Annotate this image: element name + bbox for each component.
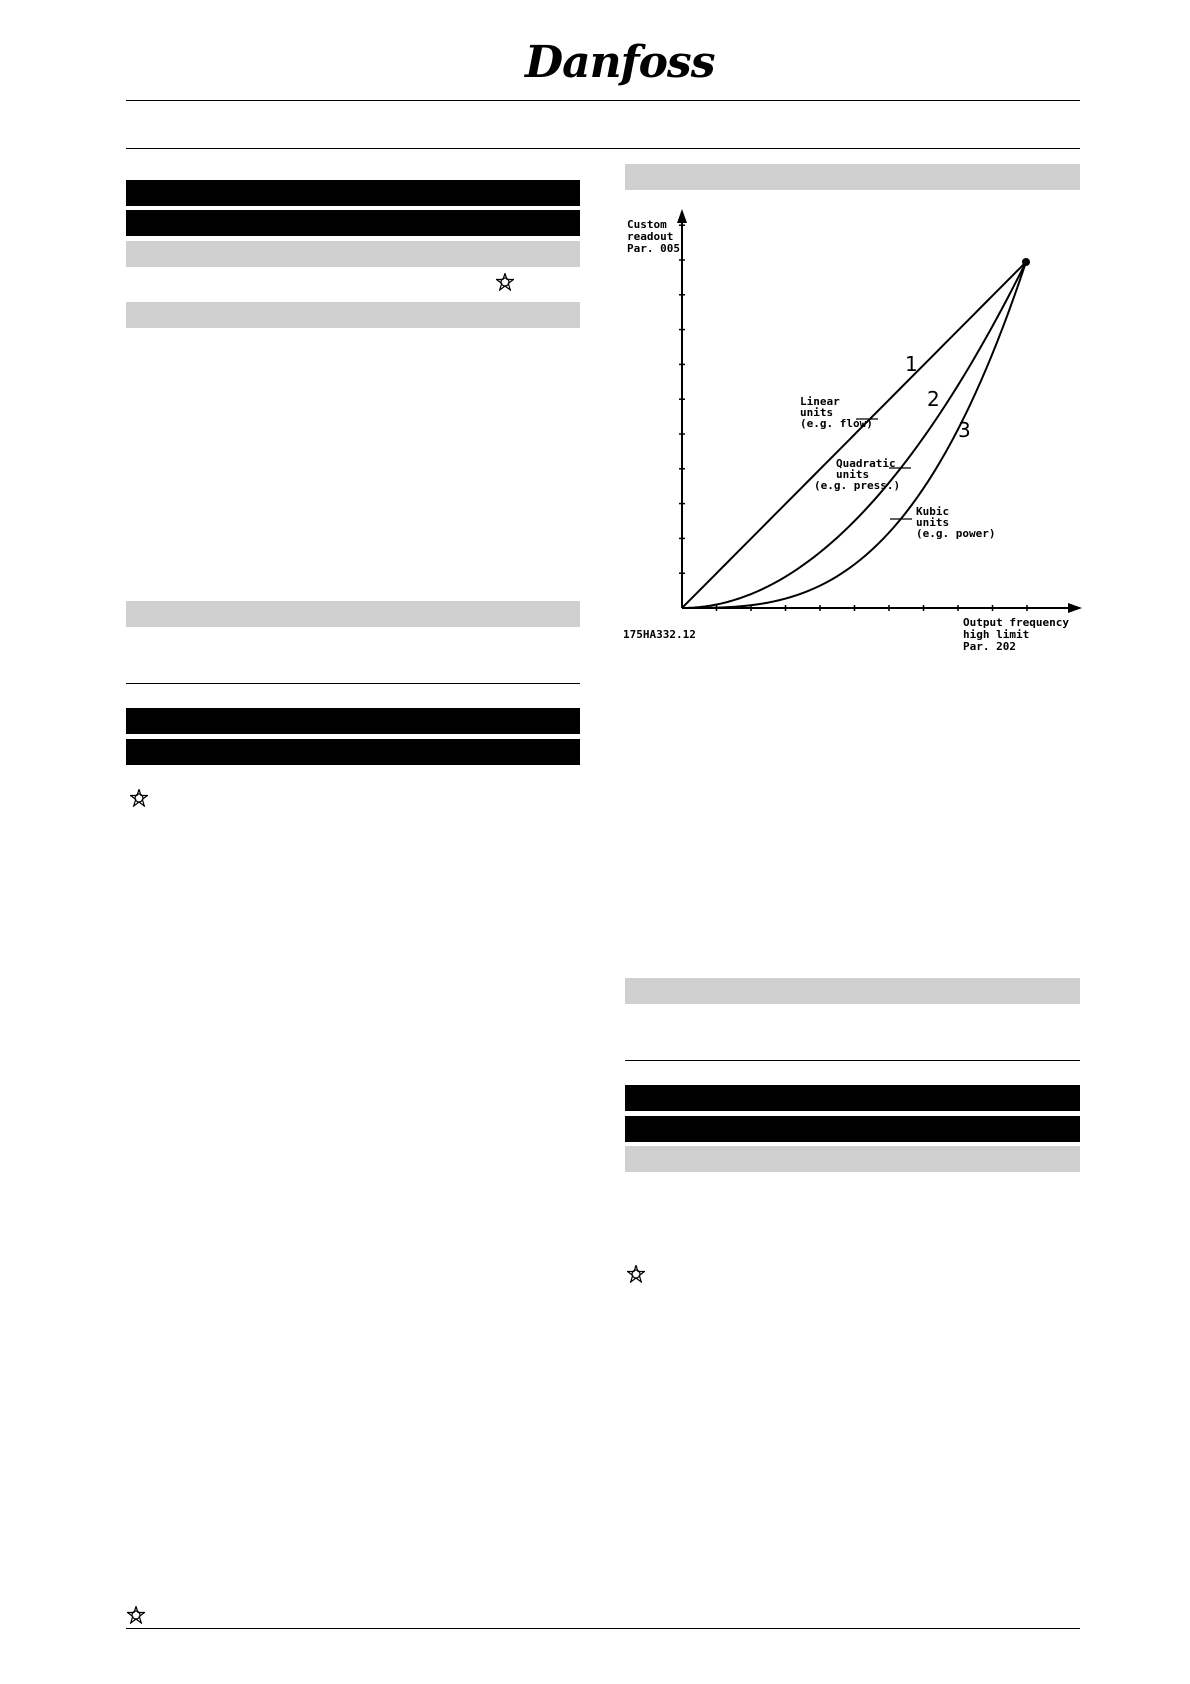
section-heading-bar [126, 180, 580, 206]
star-in-circle-icon [496, 273, 514, 291]
kubic-label-line: Kubic [916, 505, 950, 518]
parameter-bar [625, 978, 1080, 1004]
curve-number-3: 3 [958, 418, 971, 442]
parameter-bar [625, 1146, 1080, 1172]
kubic-label-line: units [916, 516, 950, 529]
custom-readout-chart [620, 205, 1090, 665]
x-axis-arrow [1068, 603, 1082, 613]
quadratic-label-line: (e.g. press.) [814, 479, 901, 492]
y-axis-label-line: Par. 005 [627, 242, 680, 255]
linear-curve [682, 262, 1026, 608]
quadratic-label-line: units [836, 468, 870, 481]
y-axis-arrow [677, 209, 687, 223]
section-heading-bar [126, 210, 580, 236]
parameter-bar [126, 601, 580, 627]
curve-number-1: 1 [905, 352, 918, 376]
linear-label-line: (e.g. flow) [800, 417, 873, 430]
section-heading-bar [625, 1116, 1080, 1142]
linear-label-line: Linear [800, 395, 840, 408]
section-rule [126, 683, 580, 684]
figure-id: 175HA332.12 [623, 628, 696, 641]
parameter-bar [126, 241, 580, 267]
section-heading-bar [126, 739, 580, 765]
parameter-bar [126, 302, 580, 328]
end-point [1022, 258, 1030, 266]
header-rule-top [126, 100, 1080, 101]
section-heading-bar [625, 1085, 1080, 1111]
star-in-circle-icon [130, 789, 148, 807]
header-rule-bottom [126, 148, 1080, 149]
footer-rule [126, 1628, 1080, 1629]
y-axis-label-line: Custom [627, 218, 667, 231]
section-rule [625, 1060, 1080, 1061]
parameter-bar [625, 164, 1080, 190]
curve-number-2: 2 [927, 387, 940, 411]
section-heading-bar [126, 708, 580, 734]
x-axis-label-line: high limit [963, 628, 1030, 641]
linear-label-line: units [800, 406, 834, 419]
star-in-circle-icon [127, 1606, 145, 1624]
x-axis-label-line: Par. 202 [963, 640, 1016, 653]
y-axis-label-line: readout [627, 230, 674, 243]
x-axis-label-line: Output frequency [963, 616, 1069, 629]
kubic-label-line: (e.g. power) [916, 527, 996, 540]
quadratic-label-line: Quadratic [836, 457, 896, 470]
logo-text: Danfoss [525, 37, 715, 88]
danfoss-logo [519, 37, 715, 96]
star-in-circle-icon [627, 1265, 645, 1283]
